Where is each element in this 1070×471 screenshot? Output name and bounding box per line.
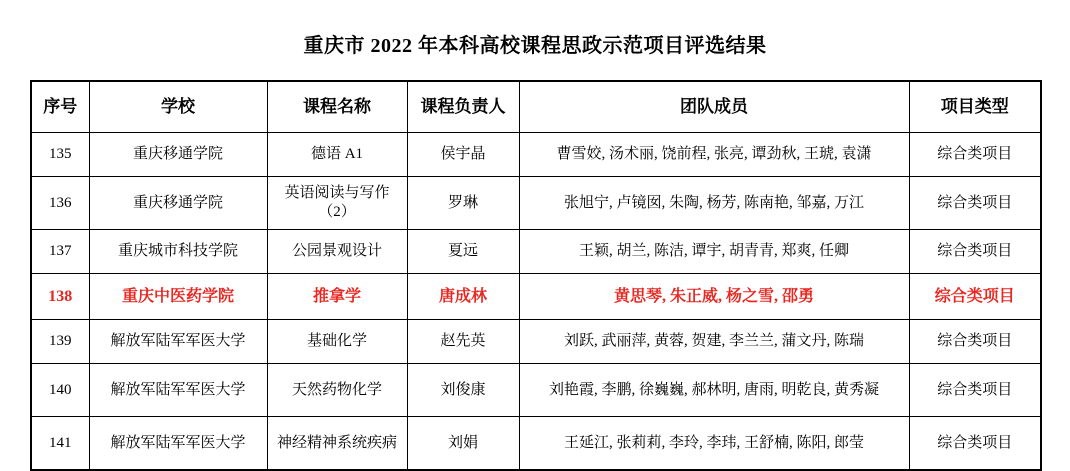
cell-leader: 刘俊康 [407, 364, 519, 417]
cell-school: 重庆城市科技学院 [89, 230, 267, 274]
cell-school: 重庆中医药学院 [89, 274, 267, 320]
cell-school: 重庆移通学院 [89, 177, 267, 230]
table-body [31, 133, 1041, 471]
cell-team: 曹雪姣, 汤术丽, 饶前程, 张亮, 谭劲秋, 王琥, 袁潇 [519, 133, 909, 177]
table-row [31, 177, 1041, 230]
cell-no: 138 [31, 274, 89, 320]
cell-no: 136 [31, 177, 89, 230]
cell-leader: 唐成林 [407, 274, 519, 320]
cell-type: 综合类项目 [909, 177, 1041, 230]
cell-no: 141 [31, 417, 89, 471]
cell-type: 综合类项目 [909, 274, 1041, 320]
cell-team: 王颖, 胡兰, 陈洁, 谭宇, 胡青青, 郑爽, 任卿 [519, 230, 909, 274]
cell-course: 英语阅读与写作（2） [267, 177, 407, 230]
cell-type: 综合类项目 [909, 133, 1041, 177]
table-header [31, 81, 1041, 133]
cell-type: 综合类项目 [909, 320, 1041, 364]
cell-type: 综合类项目 [909, 364, 1041, 417]
column-header-no: 序号 [31, 81, 89, 133]
table-header-row [31, 81, 1041, 133]
cell-type: 综合类项目 [909, 230, 1041, 274]
results-table-container [30, 80, 1040, 471]
cell-leader: 侯宇晶 [407, 133, 519, 177]
cell-type: 综合类项目 [909, 417, 1041, 471]
cell-course: 公园景观设计 [267, 230, 407, 274]
cell-no: 137 [31, 230, 89, 274]
cell-course: 神经精神系统疾病 [267, 417, 407, 471]
cell-leader: 刘娟 [407, 417, 519, 471]
cell-school: 解放军陆军军医大学 [89, 320, 267, 364]
cell-leader: 夏远 [407, 230, 519, 274]
table-row [31, 133, 1041, 177]
results-table [30, 80, 1042, 471]
cell-team: 王延江, 张莉莉, 李玲, 李玮, 王舒楠, 陈阳, 郎莹 [519, 417, 909, 471]
column-header-course: 课程名称 [267, 81, 407, 133]
cell-course: 天然药物化学 [267, 364, 407, 417]
table-row [31, 364, 1041, 417]
cell-course: 推拿学 [267, 274, 407, 320]
cell-school: 解放军陆军军医大学 [89, 364, 267, 417]
cell-school: 重庆移通学院 [89, 133, 267, 177]
cell-team: 刘艳霞, 李鹏, 徐巍巍, 郝林明, 唐雨, 明乾良, 黄秀凝 [519, 364, 909, 417]
cell-team: 刘跃, 武丽萍, 黄蓉, 贺建, 李兰兰, 蒲文丹, 陈瑞 [519, 320, 909, 364]
table-row [31, 230, 1041, 274]
column-header-team: 团队成员 [519, 81, 909, 133]
cell-team: 黄思琴, 朱正威, 杨之雪, 邵勇 [519, 274, 909, 320]
page-title: 重庆市 2022 年本科高校课程思政示范项目评选结果 [303, 35, 767, 57]
cell-course: 德语 A1 [267, 133, 407, 177]
cell-team: 张旭宁, 卢镜囡, 朱陶, 杨芳, 陈南艳, 邹嘉, 万江 [519, 177, 909, 230]
column-header-school: 学校 [89, 81, 267, 133]
cell-leader: 赵先英 [407, 320, 519, 364]
table-row-highlighted [31, 274, 1041, 320]
cell-leader: 罗琳 [407, 177, 519, 230]
table-row [31, 320, 1041, 364]
column-header-type: 项目类型 [909, 81, 1041, 133]
cell-no: 139 [31, 320, 89, 364]
cell-course: 基础化学 [267, 320, 407, 364]
cell-no: 135 [31, 133, 89, 177]
cell-no: 140 [31, 364, 89, 417]
table-row [31, 417, 1041, 471]
cell-school: 解放军陆军军医大学 [89, 417, 267, 471]
column-header-leader: 课程负责人 [407, 81, 519, 133]
